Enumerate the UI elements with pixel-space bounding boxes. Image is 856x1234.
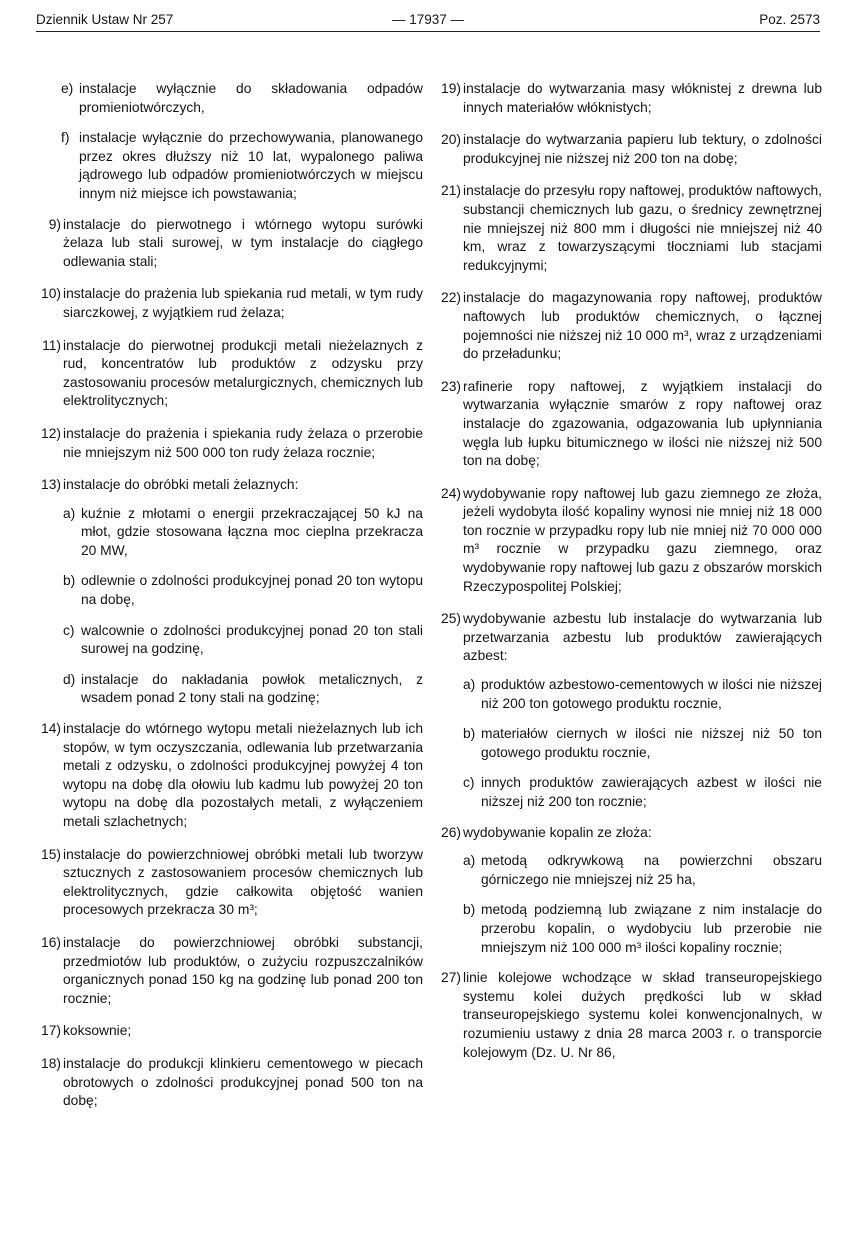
list-item: 21) instalacje do przesyłu ropy naftowej, produktów naftowych, substancji chemicznych lub gazu, o średnicy zewnętrznej nie mniejszej niż 800 mm i długości nie mniejszej niż 40 km, wraz z towarzyszącymi tłoczniami lub stacjami redukcyjnymi; — [441, 183, 822, 273]
list-item: e) instalacje wyłącznie do składowania odpadów promieniotwórczych, — [61, 81, 423, 115]
list-item: 19) instalacje do wytwarzania masy włóknistej z drewna lub innych materiałów włóknistych; — [441, 81, 822, 115]
sub-list-item: a) produktów azbestowo-cementowych w ilości nie niższej niż 200 ton gotowego produktu rocznie, — [463, 677, 822, 711]
sub-list-item: c) walcownie o zdolności produkcyjnej ponad 20 ton stali surowej na godzinę, — [63, 622, 423, 657]
list-item: 18) instalacje do produkcji klinkieru cementowego w piecach obrotowych o zdolności produkcyjnej ponad 500 ton na dobę; — [41, 1055, 423, 1109]
sub-list-item: b) odlewnie o zdolności produkcyjnej ponad 20 ton wytopu na dobę, — [63, 573, 423, 608]
list-item: 15) instalacje do powierzchniowej obróbki metali lub tworzyw sztucznych z zastosowaniem procesów chemicznych lub elektrolitycznych, gdzie całkowita objętość wanien procesowych przekracza 30 m³; — [41, 846, 423, 918]
list-item: 14) instalacje do wtórnego wytopu metali nieżelaznych lub ich stopów, w tym oczyszczania, odlewania lub przetwarzania metali z odzysku, o zdolności produkcyjnej powyżej 4 ton wytopu na dobę dla ołowiu lub kadmu lub powyżej 20 ton wytopu na dobę dla pozostałych metali, z wyłączeniem metali szlachetnych; — [41, 721, 423, 829]
list-item: 25) wydobywanie azbestu lub instalacje do wytwarzania lub przetwarzania azbestu lub produktów zawierających azbest: a) produktów azbestowo-cementowych w ilości nie niższej niż 200 ton gotowego produktu rocznie, b) materiałów ciernych w ilości nie niższej niż 50 ton gotowego produktu rocznie, c) innych produktów zawierających azbest w ilości nie niższej niż 200 ton rocznie; — [437, 610, 822, 811]
page-number: — 17937 — — [391, 12, 465, 27]
sub-list-item: b) metodą podziemną lub związane z nim instalacje do przerobu kopalin, o wydobyciu lub przerobie nie mniejszym niż 100 000 m³ ilości kopaliny rocznie; — [463, 902, 822, 955]
list-item: 13) instalacje do obróbki metali żelaznych: a) kuźnie z młotami o energii przekraczającej 50 kJ na młot, gdzie stosowana łączna moc cieplna przekracza 20 MW, b) odlewnie o zdolności produkcyjnej ponad 20 ton wytopu na dobę, c) walcownie o zdolności produkcyjnej ponad 20 ton stali surowej na godzinę, d) instalacje do nakładania powłok metalicznych, z wsadem ponad 2 tony stali na godzinę; — [37, 476, 423, 708]
left-column — [37, 80, 423, 1125]
list-item: 26) wydobywanie kopalin ze złoża: a) metodą odkrywkową na powierzchni obszaru górniczego nie mniejszej niż 25 ha, b) metodą podziemną lub związane z nim instalacje do przerobu kopalin, o wydobyciu lub przerobie nie mniejszym niż 100 000 m³ ilości kopaliny rocznie; — [437, 824, 822, 958]
journal-title: Dziennik Ustaw Nr 257 — [36, 12, 174, 27]
position-number: Poz. 2573 — [759, 12, 820, 27]
list-item: 20) instalacje do wytwarzania papieru lub tektury, o zdolności produkcyjnej nie niższej niż 200 ton na dobę; — [441, 132, 822, 166]
list-item: 23) rafinerie ropy naftowej, z wyjątkiem instalacji do wytwarzania wyłącznie smarów z ropy naftowej oraz instalacje do zgazowania, odgazowania lub upłynniania węgla lub łupku bitumicznego w ilości nie niższej niż 500 ton na dobę; — [441, 378, 822, 469]
list-item: 17) koksownie; — [41, 1023, 132, 1039]
page-header — [36, 8, 820, 28]
header-rule — [36, 31, 820, 32]
list-item: 22) instalacje do magazynowania ropy naftowej, produktów naftowych lub produktów chemicznych, o łącznej pojemności nie niższej niż 10 000 m³, wraz z urządzeniami do przeładunku; — [441, 290, 822, 362]
list-item: 24) wydobywanie ropy naftowej lub gazu ziemnego ze złoża, jeżeli wydobyta ilość kopaliny wynosi nie mniej niż 18 000 ton rocznie w przypadku ropy lub nie mniej niż 70 000 000 m³ rocznie w przypadku gazu ziemnego, oraz wydobywanie ropy naftowej lub gazu z obszarów morskich Rzeczypospolitej Polskiej; — [441, 485, 822, 594]
list-item: 11) instalacje do pierwotnej produkcji metali nieżelaznych z rud, koncentratów lub produktów z odzysku przy zastosowaniu procesów metalurgicznych, chemicznych lub elektrolitycznych; — [42, 337, 423, 409]
list-item: 16) instalacje do powierzchniowej obróbki substancji, przedmiotów lub produktów, o zużyciu rozpuszczalników organicznych ponad 150 kg na godzinę lub ponad 200 ton rocznie; — [41, 934, 423, 1006]
sub-list-item: a) metodą odkrywkową na powierzchni obszaru górniczego nie mniejszej niż 25 ha, — [463, 853, 822, 887]
right-column — [437, 80, 822, 1076]
sub-list-item: b) materiałów ciernych w ilości nie niższej niż 50 ton gotowego produktu rocznie, — [463, 726, 822, 760]
sub-list-item: d) instalacje do nakładania powłok metalicznych, z wsadem ponad 2 tony stali na godzinę; — [63, 671, 423, 706]
list-item: 10) instalacje do prażenia lub spiekania rud metali, w tym rudy siarczkowej, z wyjątkiem rud żelaza; — [41, 286, 423, 320]
list-item: 9) instalacje do pierwotnego i wtórnego wytopu surówki żelaza lub stali surowej, w tym instalacje do ciągłego odlewania stali; — [48, 216, 423, 269]
list-item: f) instalacje wyłącznie do przechowywania, planowanego przez okres dłuższy niż 10 lat, wypalonego paliwa jądrowego lub odpadów promieniotwórczych w miejscu innym niż miejsce ich powstawania; — [61, 130, 423, 201]
sub-list-item: c) innych produktów zawierających azbest w ilości nie niższej niż 200 ton rocznie; — [463, 775, 822, 809]
list-item: 12) instalacje do prażenia i spiekania rudy żelaza o przerobie nie mniejszym niż 500 000 ton rudy żelaza rocznie; — [41, 425, 423, 460]
list-item: 27) linie kolejowe wchodzące w skład transeuropejskiego systemu kolei dużych prędkości lub w skład transeuropejskiego systemu kolei konwencjonalnych, w rozumieniu ustawy z dnia 28 marca 2003 r. o transporcie kolejowym (Dz. U. Nr 86, — [441, 970, 822, 1060]
sub-list-item: a) kuźnie z młotami o energii przekraczającej 50 kJ na młot, gdzie stosowana łączna moc cieplna przekracza 20 MW, — [63, 505, 423, 558]
